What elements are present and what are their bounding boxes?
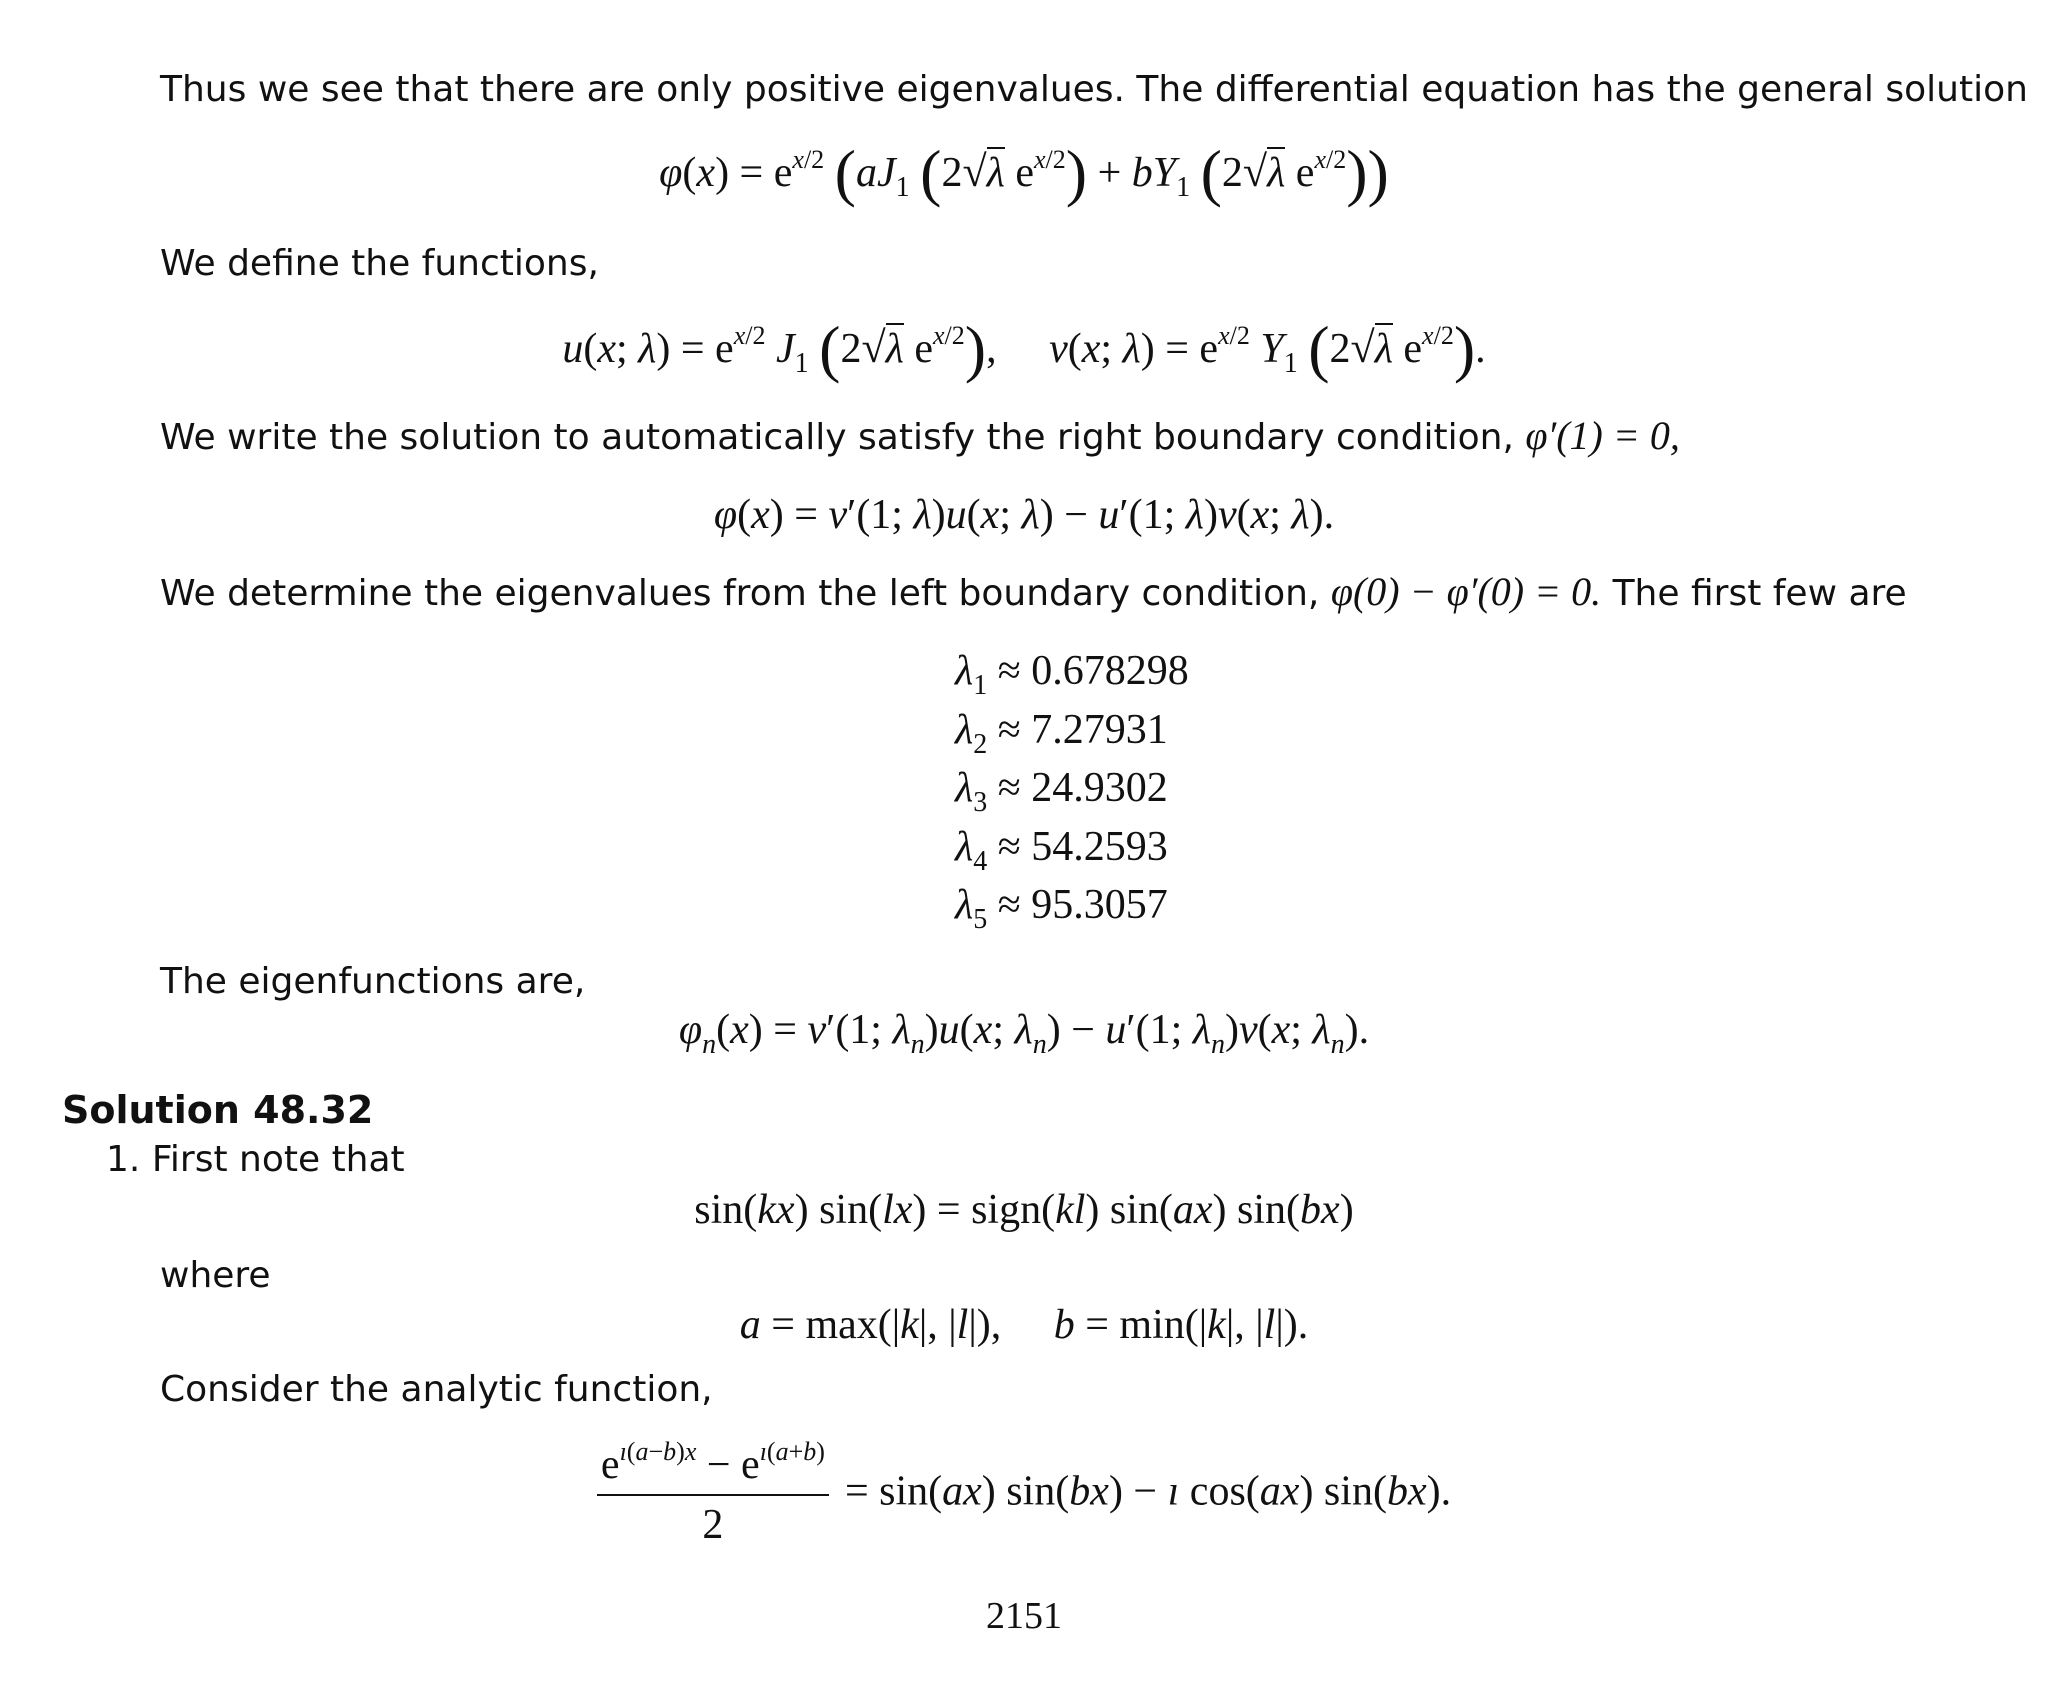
equation-sin-identity: sin(kx) sin(lx) = sign(kl) sin(ax) sin(bx) — [694, 1187, 1354, 1233]
list-item — [106, 1138, 405, 1182]
list-item-number: 1. — [106, 1139, 141, 1180]
paragraph-left-bc-text: We determine the eigenvalues from the left boundary condition, — [160, 573, 1320, 614]
inline-math-right-bc: φ′(1) = 0, — [1525, 413, 1680, 458]
section-heading: Solution 48.32 — [62, 1088, 374, 1132]
eigenvalue-row: $\lambda_2 \approx 7.27931$ — [955, 707, 1168, 760]
equation-eigenfunctions: $\varphi_n(x) = v'(1$; $\lambda_n)u(x$; $\lambda_n) - u'(1$; $\lambda_n)v(x$; $\lambda_n$). — [678, 1007, 1370, 1060]
paragraph-where: where — [160, 1255, 271, 1296]
paragraph-left-bc — [160, 570, 1907, 616]
paragraph-define-functions: We define the functions, — [160, 243, 599, 284]
paragraph-eigenfunctions: The eigenfunctions are, — [160, 961, 586, 1002]
inline-math-left-bc: φ(0) − φ′(0) = 0. — [1330, 569, 1602, 614]
paragraph-right-bc-text: We write the solution to automatically satisfy the right boundary condition, — [160, 417, 1514, 458]
fraction: $\frac{e^{ı(a-b)x} - e^{ı(a+b)}}{2}$ — [597, 1440, 829, 1550]
analytic-rhs: = sin(ax) sin(bx) − ı cos(ax) sin(bx). — [844, 1468, 1452, 1515]
paragraph-right-bc — [160, 414, 1680, 460]
eigenvalue-row: $\lambda_4 \approx 54.2593$ — [955, 824, 1168, 877]
equation-ab-definition: a = max(|k|, |l|), b = min(|k|, |l|). — [739, 1302, 1309, 1348]
eigenvalue-row: $\lambda_3 \approx 24.9302$ — [955, 765, 1168, 818]
list-item-text: First note that — [151, 1139, 405, 1180]
paragraph-left-bc-tail: The first few are — [1612, 573, 1907, 614]
equation-general-solution: $\varphi(x) = e^{x/2}$ ($aJ_1$ (2√λ $e^{x/2}) + bY_1$ (2√λ $e^{x/2}$)) — [659, 137, 1389, 208]
paragraph-intro: Thus we see that there are only positive eigenvalues. The differential equation has the general solution — [160, 69, 2028, 110]
equation-u-v-definitions: u(x; $\lambda) = e^{x/2}$ $J_1$ (2√λ $e^{x/2}$), v(x; $\lambda) = e^{x/2}$ $Y_1$ (2√λ $e^{x/2}$). — [562, 313, 1486, 384]
equation-phi-bc: φ(x) = v′(1; λ)u(x; λ) − u′(1; λ)v(x; λ). — [713, 492, 1335, 538]
paragraph-analytic-function: Consider the analytic function, — [160, 1369, 713, 1410]
equation-analytic-function — [0, 1437, 2048, 1550]
eigenvalue-row: $\lambda_5 \approx 95.3057$ — [955, 882, 1168, 935]
eigenvalue-row: $\lambda_1 \approx 0.678298$ — [955, 648, 1189, 701]
page-number: 2151 — [986, 1595, 1062, 1637]
